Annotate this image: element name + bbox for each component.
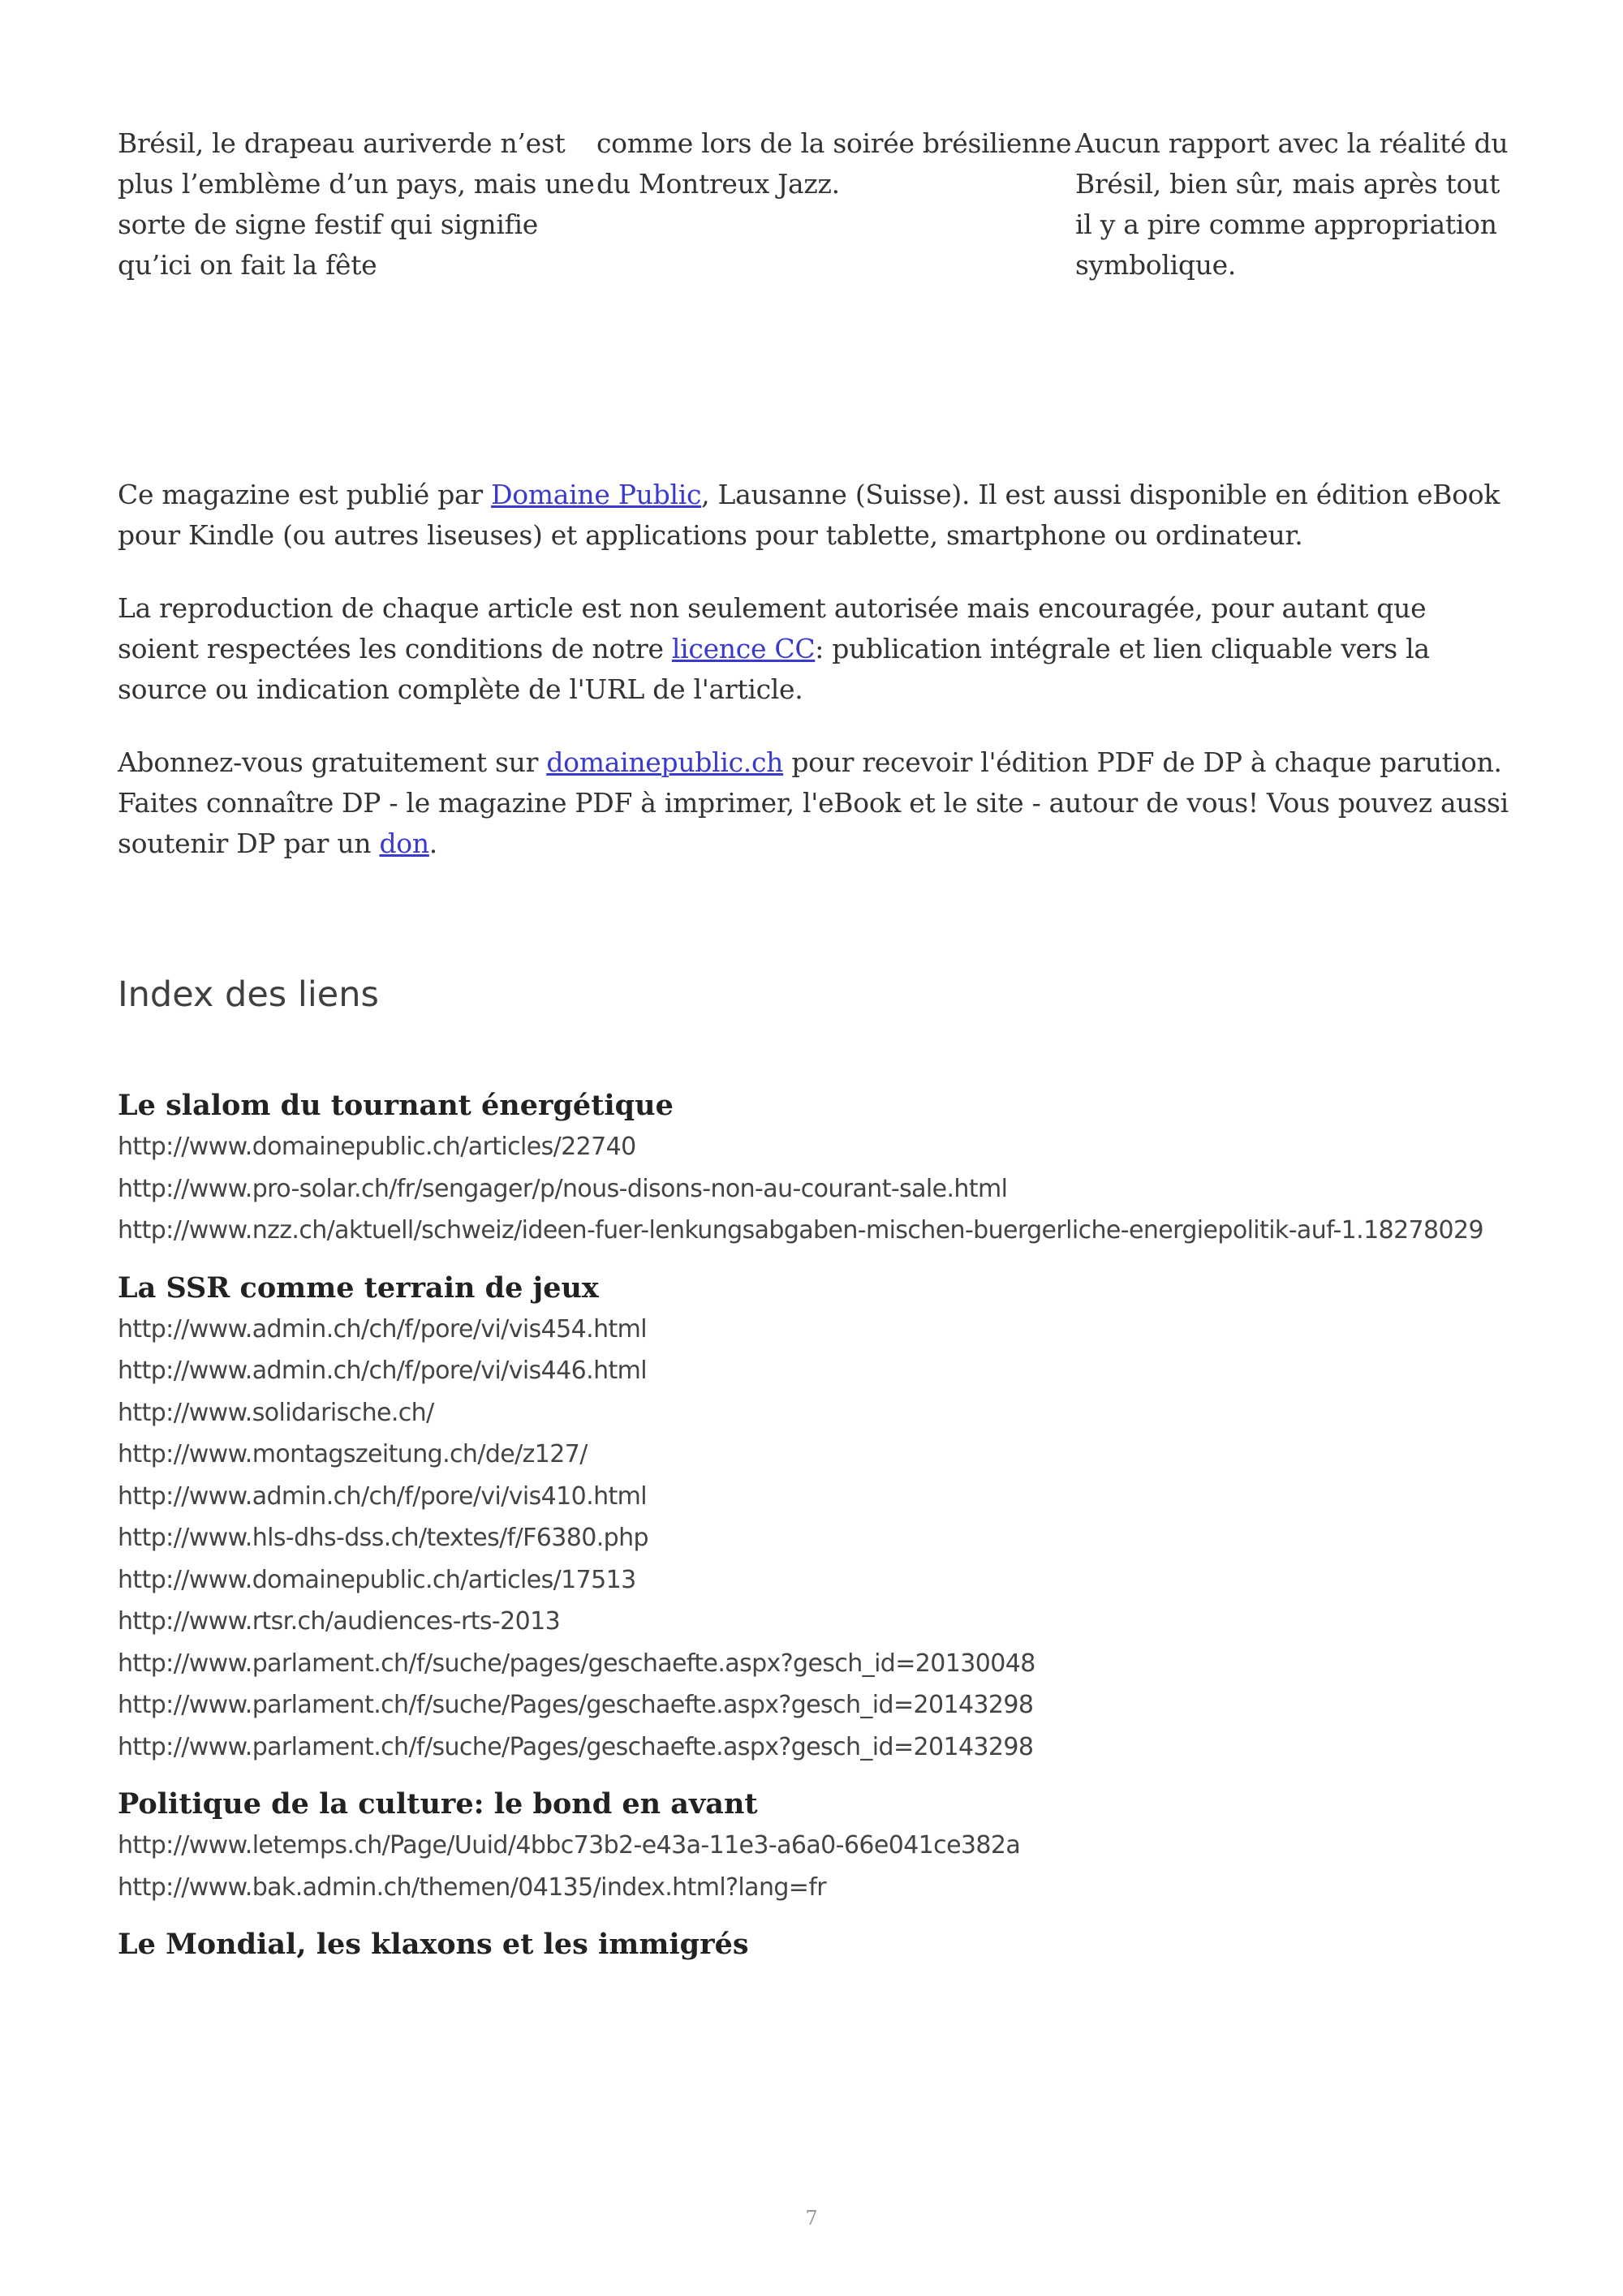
donation-link[interactable]: don: [379, 828, 429, 859]
index-section: [118, 1924, 1513, 1965]
index-section: [118, 1086, 1513, 1252]
index-url[interactable]: http://www.parlament.ch/f/suche/Pages/geschaefte.aspx?gesch_id=20143298: [118, 1732, 1034, 1761]
index-title: Index des liens: [118, 974, 379, 1015]
index-section-title: Le slalom du tournant énergétique: [118, 1089, 674, 1122]
index-section-title: Le Mondial, les klaxons et les immigrés: [118, 1928, 749, 1961]
notice-paragraph-publisher: Ce magazine est publié par Domaine Public, Lausanne (Suisse). Il est aussi disponible en édition eBook pour Kindle (ou autres liseuses) et applications pour tablette, smartphone ou ordinateur.: [118, 479, 1500, 551]
index-url[interactable]: http://www.admin.ch/ch/f/pore/vi/vis454.html: [118, 1314, 648, 1344]
notice-paragraph-subscribe: Abonnez-vous gratuitement sur domainepublic.ch pour recevoir l'édition PDF de DP à chaque parution. Faites connaître DP - le magazine PDF à imprimer, l'eBook et le site - autour de vous! Vous pouvez aussi soutenir DP par un don.: [118, 746, 1509, 859]
licence-cc-link[interactable]: licence CC: [671, 633, 816, 664]
domaine-public-link[interactable]: Domaine Public: [491, 479, 702, 510]
index-url[interactable]: http://www.rtsr.ch/audiences-rts-2013: [118, 1607, 561, 1636]
index-url[interactable]: http://www.hls-dhs-dss.ch/textes/f/F6380.php: [118, 1524, 648, 1552]
index-url[interactable]: http://www.pro-solar.ch/fr/sengager/p/nous-disons-non-au-courant-sale.html: [118, 1174, 1008, 1203]
index-url[interactable]: http://www.domainepublic.ch/articles/17513: [118, 1565, 636, 1594]
index-url[interactable]: http://www.parlament.ch/f/suche/pages/geschaefte.aspx?gesch_id=20130048: [118, 1649, 1035, 1678]
link-index: [118, 1086, 1513, 1981]
article-column-1: Brésil, le drapeau auriverde n’est plus l’emblème d’un pays, mais une sorte de signe festif qui signifie qu’ici on fait la fête: [118, 127, 595, 281]
domainepublic-site-link[interactable]: domainepublic.ch: [546, 746, 784, 778]
index-url[interactable]: http://www.montagszeitung.ch/de/z127/: [118, 1440, 588, 1468]
index-url[interactable]: http://www.solidarische.ch/: [118, 1398, 434, 1427]
publication-notice: [118, 475, 1513, 896]
index-url[interactable]: http://www.letemps.ch/Page/Uuid/4bbc73b2-e43a-11e3-a6a0-66e041ce382a: [118, 1831, 1021, 1860]
index-url[interactable]: http://www.admin.ch/ch/f/pore/vi/vis410.html: [118, 1481, 648, 1511]
index-url[interactable]: http://www.nzz.ch/aktuell/schweiz/ideen-fuer-lenkungsabgaben-mischen-buergerliche-energiepolitik-auf-1.18278029: [118, 1216, 1483, 1245]
index-section-title: La SSR comme terrain de jeux: [118, 1271, 599, 1305]
index-url[interactable]: http://www.parlament.ch/f/suche/Pages/geschaefte.aspx?gesch_id=20143298: [118, 1691, 1034, 1719]
index-section: [118, 1784, 1513, 1908]
index-url[interactable]: http://www.admin.ch/ch/f/pore/vi/vis446.html: [118, 1357, 648, 1385]
article-column-3: Aucun rapport avec la réalité du Brésil, bien sûr, mais après tout il y a pire comme appropriation symbolique.: [1075, 127, 1509, 281]
article-column-2: comme lors de la soirée brésilienne du Montreux Jazz.: [596, 127, 1072, 200]
index-section-title: Politique de la culture: le bond en avant: [118, 1787, 758, 1821]
page-number: 7: [805, 2207, 818, 2229]
index-section: [118, 1268, 1513, 1769]
index-url[interactable]: http://www.bak.admin.ch/themen/04135/index.html?lang=fr: [118, 1872, 827, 1902]
index-url[interactable]: http://www.domainepublic.ch/articles/22740: [118, 1133, 636, 1161]
notice-paragraph-license: La reproduction de chaque article est non seulement autorisée mais encouragée, pour autant que soient respectées les conditions de notre licence CC: publication intégrale et lien cliquable vers la source ou indication complète de l'URL de l'article.: [118, 592, 1430, 705]
article-columns: [118, 123, 1513, 286]
